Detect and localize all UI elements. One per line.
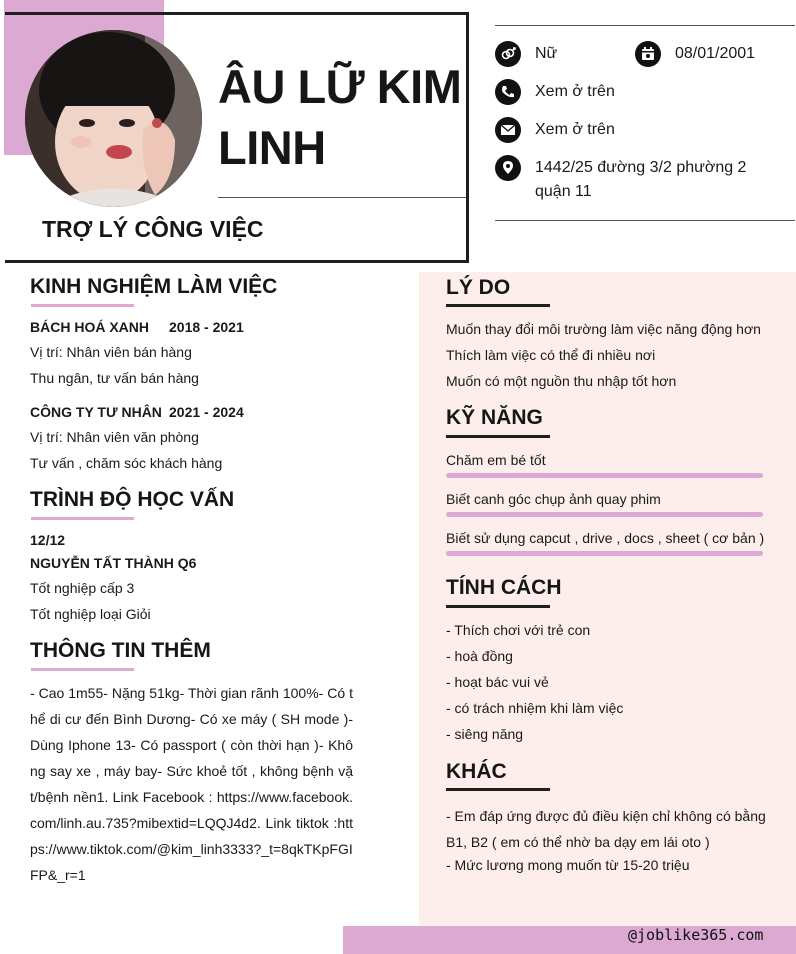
gender-value: Nữ (535, 45, 558, 62)
skill-item: Biết sử dụng capcut , drive , docs , sheet ( cơ bản ) (446, 530, 765, 546)
experience-underline (31, 304, 134, 307)
extra-info-text: - Cao 1m55- Nặng 51kg- Thời gian rãnh 100%- Có thể di cư đến Bình Dương- Có xe máy ( SH mode )- Dùng Iphone 13- Có passport ( còn thời hạn )- Không say xe , máy bay- Sức khoẻ tốt , không bệnh vặt/bệnh nền1. Link Facebook : https://www.facebook.com/linh.au.735?mibextid=LQQJ4d2. Link tiktok :https://www.tiktok.com/@kim_linh3333?_t=8qkTKpFGIFP&_r=1 (30, 685, 353, 883)
reason-item: Muốn có một nguồn thu nhập tốt hơn (446, 373, 677, 389)
personality-item: - Thích chơi với trẻ con (446, 622, 591, 638)
job-company: BÁCH HOÁ XANH (30, 319, 149, 335)
personality-title: TÍNH CÁCH (446, 576, 562, 599)
other-item: - Mức lương mong muốn từ 15-20 triệu (446, 857, 690, 873)
address-value: 1442/25 đường 3/2 phường 2 quận 11 (535, 159, 747, 200)
job-period: 2018 - 2021 (169, 319, 244, 335)
contact-bottom-divider (495, 220, 795, 221)
personality-item: - siêng năng (446, 726, 524, 742)
skill-item: Biết canh góc chụp ảnh quay phim (446, 491, 661, 507)
job-title: TRỢ LÝ CÔNG VIỆC (42, 216, 264, 242)
name-divider (218, 197, 466, 198)
reason-underline (446, 304, 550, 307)
skill-item: Chăm em bé tốt (446, 452, 546, 468)
skill-bar (446, 551, 763, 556)
skills-title: KỸ NĂNG (446, 406, 543, 429)
job-position: Vị trí: Nhân viên văn phòng (30, 429, 199, 445)
gender-icon (495, 41, 521, 67)
job-description: Tư vấn , chăm sóc khách hàng (30, 455, 223, 471)
job-period: 2021 - 2024 (169, 404, 244, 420)
other-item: - Em đáp ứng được đủ điều kiện chỉ không có bằng B1, B2 ( em có thể nhờ ba dạy em lái oto ) (446, 808, 766, 850)
phone-value: Xem ở trên (535, 83, 615, 100)
email-value: Xem ở trên (535, 121, 615, 138)
other-title: KHÁC (446, 760, 507, 783)
reason-title: LÝ DO (446, 276, 511, 299)
other-underline (446, 788, 550, 791)
personality-item: - hoạt bác vui vẻ (446, 674, 549, 690)
skill-bar (446, 512, 763, 517)
birthday-value: 08/01/2001 (675, 45, 756, 62)
skill-bar (446, 473, 763, 478)
footer-watermark: @joblike365.com (628, 926, 764, 944)
reason-item: Thích làm việc có thể đi nhiều nơi (446, 347, 656, 363)
extra-info-title: THÔNG TIN THÊM (30, 639, 211, 662)
contact-top-divider (495, 25, 795, 26)
education-line: Tốt nghiệp loại Giỏi (30, 606, 151, 622)
education-grade: 12/12 (30, 532, 66, 548)
avatar (25, 30, 202, 207)
job-position: Vị trí: Nhân viên bán hàng (30, 344, 192, 360)
personality-item: - hoà đồng (446, 648, 513, 664)
experience-title: KINH NGHIỆM LÀM VIỆC (30, 275, 278, 298)
email-icon (495, 117, 521, 143)
location-icon (495, 155, 521, 181)
job-description: Thu ngân, tư vấn bán hàng (30, 370, 199, 386)
education-school: NGUYỄN TẤT THÀNH Q6 (30, 555, 197, 571)
education-line: Tốt nghiệp cấp 3 (30, 580, 135, 596)
personality-underline (446, 605, 550, 608)
job-company: CÔNG TY TƯ NHÂN (30, 404, 162, 420)
extra-info-underline (31, 668, 134, 671)
phone-icon (495, 79, 521, 105)
calendar-icon (635, 41, 661, 67)
education-underline (31, 517, 134, 520)
education-title: TRÌNH ĐỘ HỌC VẤN (30, 488, 235, 511)
reason-item: Muốn thay đổi môi trường làm việc năng động hơn (446, 321, 761, 337)
full-name: ÂU LỮ KIM LINH (218, 60, 462, 174)
skills-underline (446, 435, 550, 438)
personality-item: - có trách nhiệm khi làm việc (446, 700, 624, 716)
